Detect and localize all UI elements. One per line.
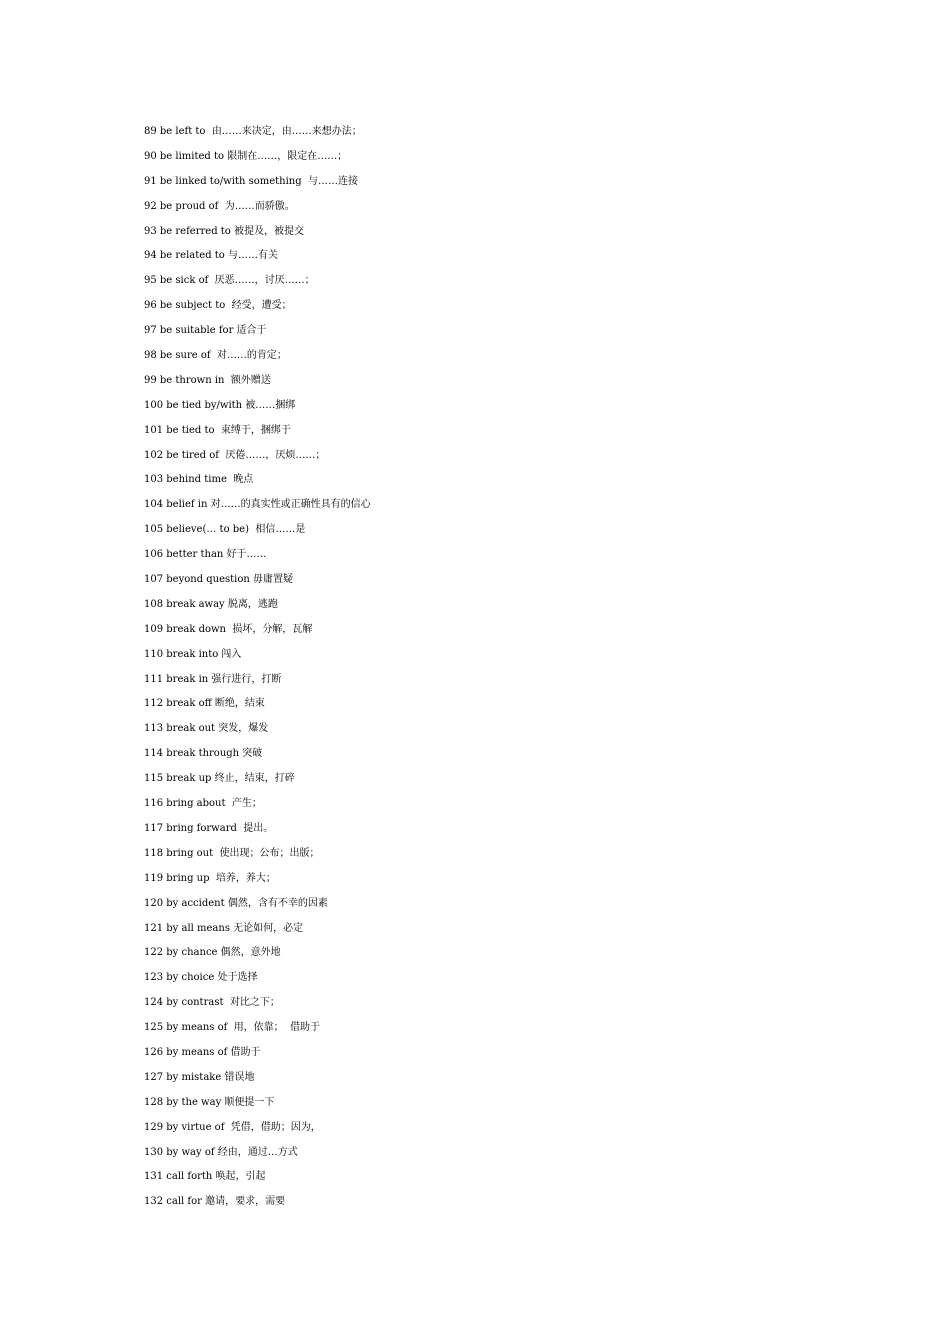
- phrase-entry: 129 by virtue of 凭借，借助；因为，: [144, 1121, 321, 1133]
- phrase-entry: 128 by the way 顺便提一下: [144, 1096, 275, 1108]
- phrase-entry: 121 by all means 无论如何，必定: [144, 922, 304, 934]
- phrase-entry: 127 by mistake 错误地: [144, 1071, 255, 1083]
- phrase-entry: 99 be thrown in 额外赠送: [144, 374, 271, 386]
- phrase-entry: 131 call forth 唤起，引起: [144, 1171, 266, 1183]
- phrase-entry: 91 be linked to/with something 与……连接: [144, 175, 359, 187]
- phrase-entry: 120 by accident 偶然，含有不幸的因素: [144, 897, 328, 909]
- phrase-entry: 122 by chance 偶然，意外地: [144, 947, 281, 959]
- phrase-entry: 94 be related to 与……有关: [144, 250, 278, 262]
- phrase-entry: 90 be limited to 限制在……，限定在……；: [144, 150, 348, 162]
- phrase-entry: 96 be subject to 经受，遭受；: [144, 300, 292, 312]
- phrase-entry: 109 break down 损坏，分解，瓦解: [144, 623, 313, 635]
- phrase-entry: 107 beyond question 毋庸置疑: [144, 574, 294, 586]
- phrase-entry: 113 break out 突发，爆发: [144, 723, 269, 735]
- phrase-entry: 110 break into 闯入: [144, 648, 242, 660]
- phrase-entry: 123 by choice 处于选择: [144, 972, 258, 984]
- phrase-entry: 97 be suitable for 适合于: [144, 325, 267, 337]
- phrase-entry: 126 by means of 借助于: [144, 1046, 261, 1058]
- phrase-entry: 103 behind time 晚点: [144, 474, 254, 486]
- phrase-entry: 106 better than 好于……: [144, 549, 267, 561]
- phrase-entry: 95 be sick of 厌恶……，讨厌……；: [144, 275, 315, 287]
- phrase-entry: 100 be tied by/with 被……捆绑: [144, 399, 296, 411]
- phrase-entry: 93 be referred to 被提及，被提交: [144, 225, 304, 237]
- phrase-entry: 114 break through 突破: [144, 748, 263, 760]
- phrase-entry: 92 be proud of 为……而骄傲。: [144, 200, 295, 212]
- phrase-entry: 101 be tied to 束缚于，捆绑于: [144, 424, 291, 436]
- phrase-entry: 108 break away 脱离，逃跑: [144, 598, 278, 610]
- phrase-entry: 104 belief in 对……的真实性或正确性具有的信心: [144, 499, 371, 511]
- phrase-entry: 102 be tired of 厌倦……，厌烦……；: [144, 449, 326, 461]
- phrase-entry: 125 by means of 用，依靠； 借助于: [144, 1022, 321, 1034]
- phrase-entry: 112 break off 断绝，结束: [144, 698, 265, 710]
- phrase-entry: 119 bring up 培养，养大；: [144, 872, 276, 884]
- phrase-entry: 116 bring about 产生；: [144, 798, 262, 810]
- phrase-entry: 105 believe(… to be) 相信……是: [144, 524, 306, 536]
- phrase-entry: 115 break up 终止，结束，打碎: [144, 773, 295, 785]
- phrase-list: [144, 124, 844, 1219]
- phrase-entry: 89 be left to 由……来决定，由……来想办法；: [144, 126, 362, 137]
- phrase-entry: 132 call for 邀请，要求，需要: [144, 1196, 286, 1208]
- phrase-entry: 130 by way of 经由，通过…方式: [144, 1146, 298, 1158]
- phrase-entry: 98 be sure of 对……的肯定；: [144, 350, 287, 362]
- phrase-entry: 117 bring forward 提出。: [144, 822, 274, 834]
- phrase-entry: 111 break in 强行进行，打断: [144, 673, 282, 685]
- phrase-entry: 124 by contrast 对比之下；: [144, 997, 280, 1009]
- phrase-entry: 118 bring out 使出现；公布；出版；: [144, 847, 320, 859]
